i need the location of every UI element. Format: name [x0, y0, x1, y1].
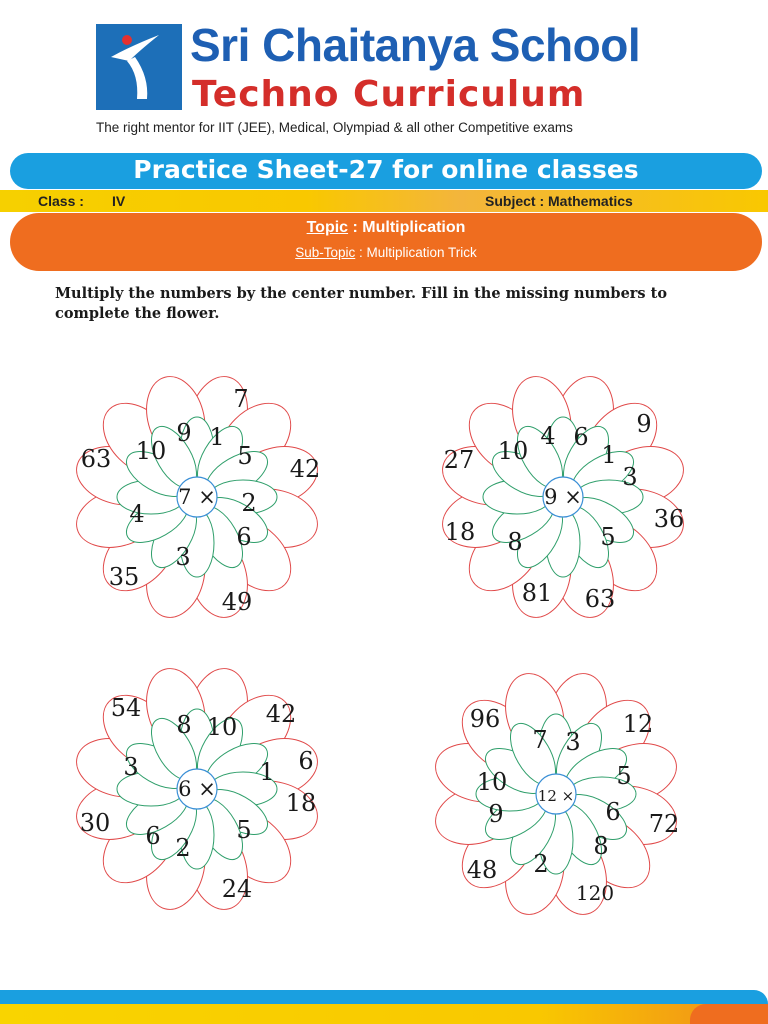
topic-line: [10, 219, 762, 237]
class-label: Class :: [38, 193, 84, 209]
inner-number: 5: [237, 442, 253, 470]
inner-number: 10: [476, 768, 508, 796]
center-multiplier: 6 ×: [178, 777, 216, 801]
center-multiplier: 12 ×: [537, 787, 575, 805]
inner-number: 6: [236, 523, 252, 551]
outer-number: 63: [80, 445, 112, 473]
inner-number: 1: [259, 758, 275, 786]
sheet-title: Practice Sheet-27 for online classes: [133, 155, 639, 184]
outer-number: 7: [233, 385, 249, 413]
inner-number: 3: [175, 543, 191, 571]
inner-number: 6: [605, 798, 621, 826]
outer-number: 9: [636, 410, 652, 438]
outer-number: 96: [469, 705, 501, 733]
topic-bar: [10, 213, 762, 271]
topic-label: Topic: [306, 219, 349, 236]
instructions: Multiply the numbers by the center number. Fill in the missing numbers to complete the flower.: [55, 285, 668, 322]
outer-number: 30: [79, 809, 111, 837]
flower: [436, 370, 690, 624]
inner-number: 9: [488, 800, 504, 828]
outer-number: 42: [265, 700, 297, 728]
inner-number: 9: [176, 419, 192, 447]
outer-number: 35: [108, 563, 140, 591]
inner-number: 5: [236, 816, 252, 844]
subject-label-text: Subject :: [485, 193, 545, 209]
inner-number: 4: [540, 422, 556, 450]
class-value: IV: [112, 193, 126, 209]
subtopic-label: Sub-Topic: [295, 245, 356, 260]
inner-number: 1: [601, 441, 617, 469]
inner-number: 8: [593, 832, 609, 860]
inner-number: 6: [145, 822, 161, 850]
inner-number: 8: [176, 711, 192, 739]
footer-yellow-stripe: [0, 1004, 768, 1024]
inner-number: 18: [444, 518, 476, 546]
inner-number: 10: [135, 437, 167, 465]
inner-number: 8: [507, 528, 523, 556]
inner-number: 2: [241, 489, 257, 517]
inner-number: 3: [622, 463, 638, 491]
outer-number: 18: [285, 789, 317, 817]
outer-number: 24: [221, 875, 253, 903]
flower: [70, 662, 324, 916]
outer-number: 81: [521, 579, 553, 607]
subtopic-line: [10, 245, 762, 260]
subject-value: Mathematics: [548, 193, 633, 209]
outer-number: 12: [622, 710, 654, 738]
inner-number: 7: [532, 726, 548, 754]
subject-label: [485, 190, 633, 212]
outer-number: 63: [584, 585, 616, 613]
outer-number: 27: [443, 446, 475, 474]
inner-number: 1: [209, 423, 225, 451]
tagline: The right mentor for IIT (JEE), Medical, Olympiad & all other Competitive exams: [96, 120, 573, 135]
center-multiplier: 9 ×: [544, 485, 582, 509]
curriculum-name: Techno Curriculum: [192, 74, 586, 115]
footer-orange-corner: [690, 1004, 768, 1024]
sheet-title-bar: [10, 153, 762, 189]
school-name: Sri Chaitanya School: [190, 19, 641, 71]
center-multiplier: 7 ×: [178, 485, 216, 509]
outer-number: 48: [466, 856, 498, 884]
flower: [429, 667, 683, 921]
inner-number: 2: [533, 850, 549, 878]
school-logo-icon: [99, 27, 179, 107]
flowers-area: [0, 360, 768, 940]
inner-number: 2: [175, 834, 191, 862]
inner-number: 5: [616, 762, 632, 790]
inner-number: 5: [600, 523, 616, 551]
outer-number: 36: [653, 505, 685, 533]
outer-number: 54: [110, 694, 142, 722]
logo: [96, 24, 182, 110]
flower: [70, 370, 324, 624]
inner-number: 6: [573, 423, 589, 451]
inner-number: 10: [206, 713, 238, 741]
inner-number: 10: [497, 437, 529, 465]
outer-number: 120: [575, 881, 615, 905]
outer-number: 42: [289, 455, 321, 483]
outer-number: 72: [648, 810, 680, 838]
topic-value: : Multiplication: [352, 219, 466, 236]
inner-number: 4: [129, 500, 145, 528]
inner-number: 3: [123, 753, 139, 781]
inner-number: 3: [565, 728, 581, 756]
footer-blue-stripe: [0, 990, 768, 1004]
outer-number: 49: [221, 588, 253, 616]
class-subject-bar: [0, 190, 768, 212]
outer-number: 6: [298, 747, 314, 775]
subtopic-value: : Multiplication Trick: [359, 245, 477, 260]
